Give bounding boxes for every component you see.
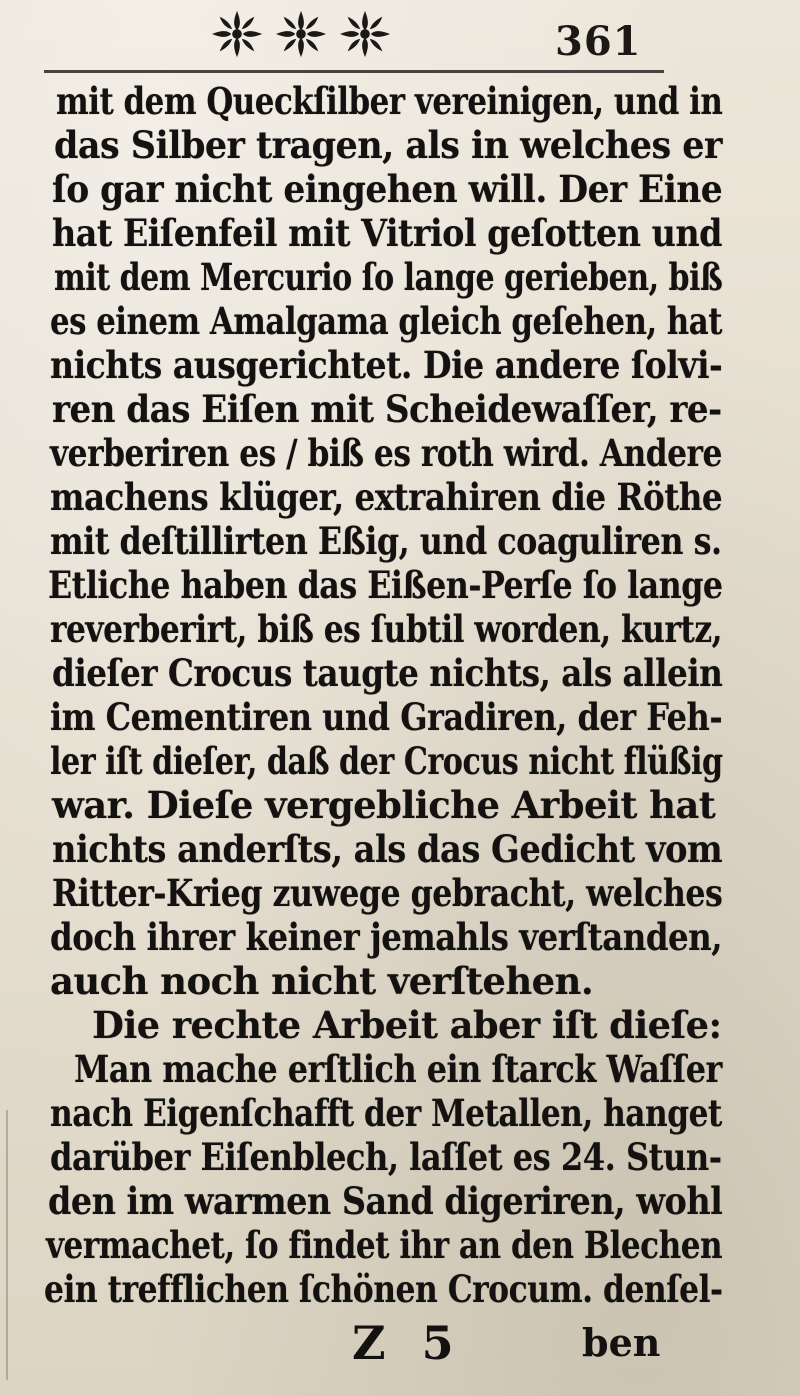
text-line: dieſer Crocus taugte nichts, als allein — [52, 651, 723, 695]
fleuron-ornament-icon — [272, 7, 330, 61]
page-footer — [22, 1316, 722, 1376]
text-line: es einem Amalgama gleich geſehen, hat — [50, 299, 722, 343]
text-line: den im warmen Sand digeriren, wohl — [48, 1179, 723, 1223]
text-line: darüber Eiſenblech, laſſet es 24. Stun- — [50, 1135, 722, 1179]
text-line: Ritter-Krieg zuwege gebracht, welches — [52, 871, 723, 915]
text-line: Die rechte Arbeit aber iſt dieſe: — [92, 1003, 722, 1047]
header-rule — [44, 70, 664, 73]
text-line: auch noch nicht verſtehen. — [50, 959, 594, 1003]
text-line: verberiren es / biß es roth wird. Andere — [50, 431, 722, 475]
text-line: reverberirt, biß es ſubtil worden, kurtz, — [50, 607, 723, 651]
text-line: hat Eiſenfeil mit Vitriol geſotten und — [52, 211, 722, 255]
text-line: ein trefflichen ſchönen Crocum. denſel- — [44, 1267, 723, 1311]
text-line: nichts ausgerichtet. Die andere ſolvi- — [50, 343, 723, 387]
binding-edge — [6, 1110, 8, 1380]
catchword: ben — [582, 1320, 661, 1365]
text-line: mit dem Mercurio ſo lange gerieben, biß — [54, 255, 723, 299]
fleuron-ornament-icon — [336, 7, 394, 61]
text-line: ren das Eiſen mit Scheidewaſſer, re- — [52, 387, 722, 431]
text-line: im Cementiren und Gradiren, der Feh- — [50, 695, 723, 739]
text-line: Man mache erſtlich ein ſtarck Waſſer — [74, 1047, 722, 1091]
text-line: das Silber tragen, als in welches er — [54, 123, 722, 167]
text-line: mit dem Queckſilber vereinigen, und in — [56, 79, 723, 123]
page-number: 361 — [555, 18, 642, 65]
text-line: mit deſtillirten Eßig, und coaguliren s. — [50, 519, 722, 563]
fleuron-ornament-icon — [208, 7, 266, 61]
text-line: Etliche haben das Eißen-Perſe ſo lange — [48, 563, 723, 607]
text-line: ſo gar nicht eingehen will. Der Eine — [52, 167, 723, 211]
header-ornaments — [208, 6, 408, 62]
text-line: doch ihrer keiner jemahls verſtanden, — [50, 915, 723, 959]
text-line: ler iſt dieſer, daß der Crocus nicht flüßig — [50, 739, 723, 783]
text-line: vermachet, ſo findet ihr an den Blechen — [46, 1223, 723, 1267]
text-line: machens klüger, extrahiren die Röthe — [50, 475, 723, 519]
signature-mark: Z 5 — [352, 1316, 464, 1370]
text-line: nach Eigenſchafft der Metallen, hanget — [50, 1091, 722, 1135]
text-line: war. Dieſe vergebliche Arbeit hat — [52, 783, 716, 827]
text-line: nichts anderſts, als das Gedicht vom — [52, 827, 723, 871]
